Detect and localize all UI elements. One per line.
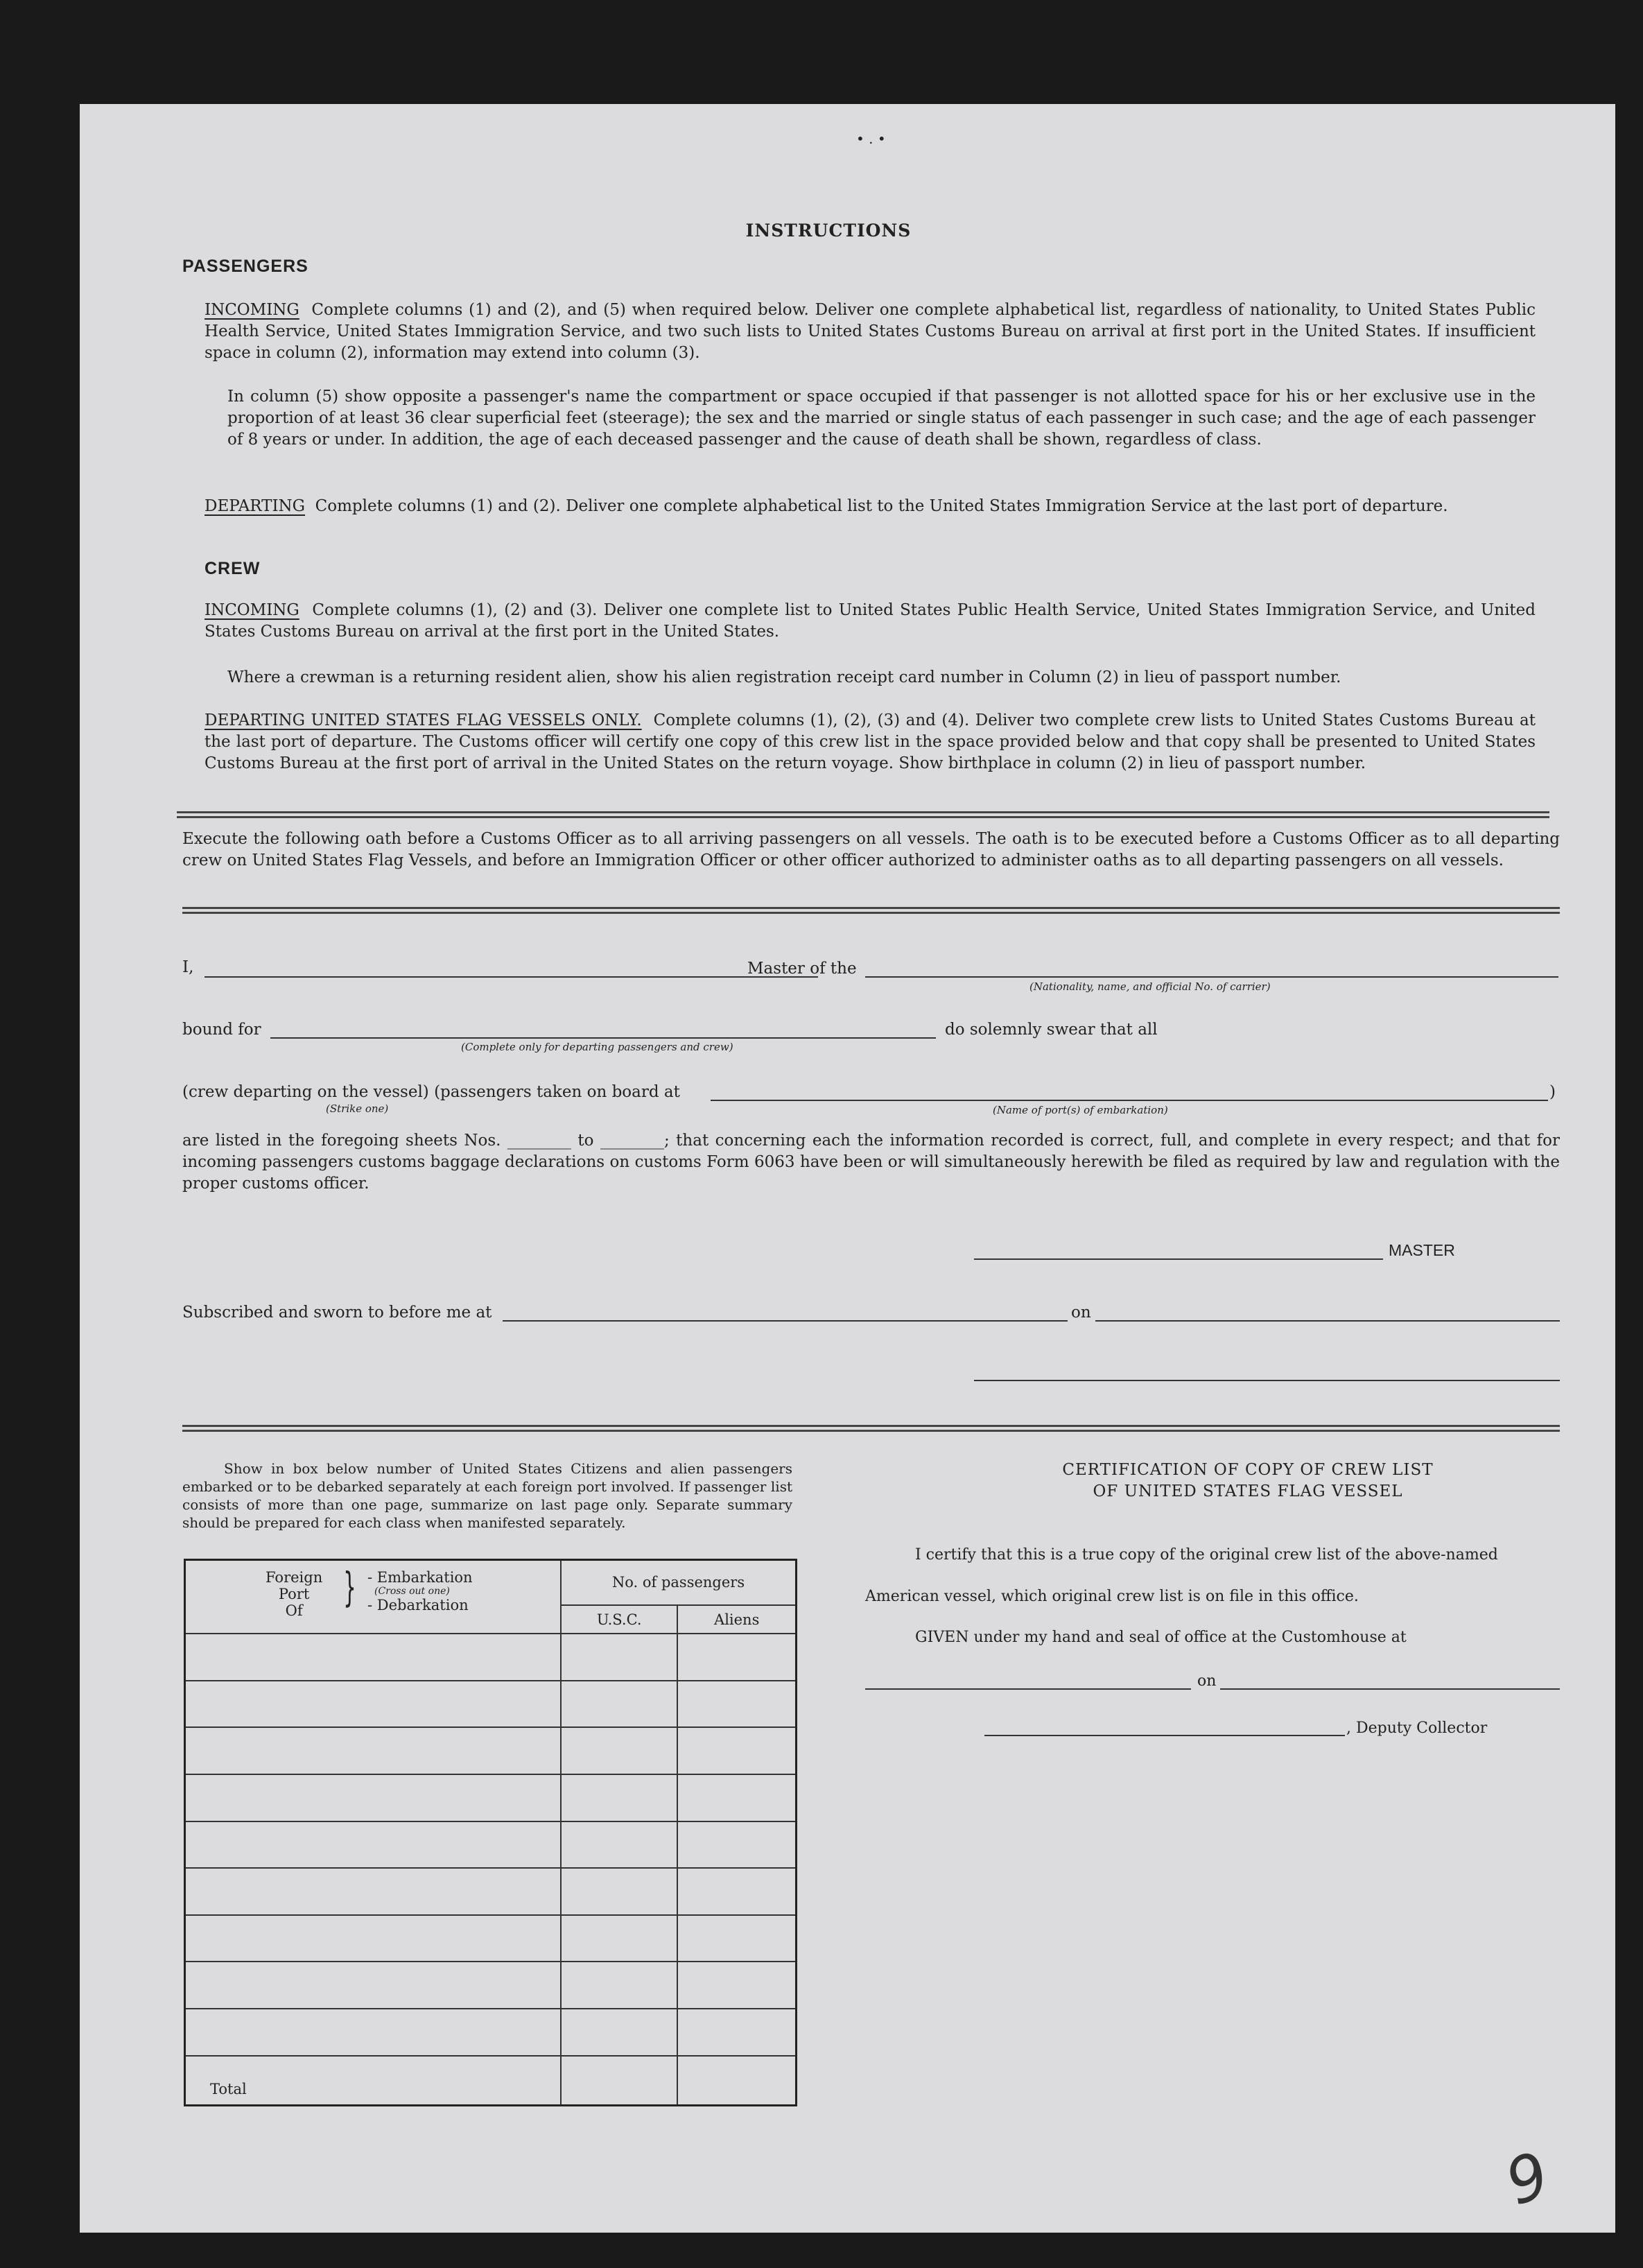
usc-header: U.S.C. xyxy=(561,1605,677,1634)
divider xyxy=(182,907,1560,909)
divider xyxy=(177,816,1549,818)
total-label: Total xyxy=(210,2081,247,2097)
usc-cell[interactable] xyxy=(561,1962,677,2009)
passengers-col5-text: In column (5) show opposite a passenger's name the compartment or space occupied if that passenger is not allotted space for his or her exclusive use in the proportion of at least 36 clear superficial feet (steerage); the sex and the married or single status of each passenger in such case; and the age of each passenger of 8 years or under. In addition, the age of each deceased passenger and the cause of death shall be shown, regardless of class. xyxy=(227,388,1536,449)
customhouse-place-field[interactable] xyxy=(865,1688,1191,1690)
usc-cell[interactable] xyxy=(561,1681,677,1728)
crew-departing-text: Complete columns (1), (2), (3) and (4). Deliver two complete crew lists to United States Customs Bureau at the last port of departure. The Customs officer will certify one copy of this crew list in the space provided below and that copy shall be presented to United States Customs Bureau at the first port of arrival in the United States on the return voyage. Show birthplace in column (2) in lieu of passport number. xyxy=(205,711,1536,772)
aliens-cell[interactable] xyxy=(677,1634,796,1681)
usc-total-cell[interactable] xyxy=(561,2056,677,2106)
foreign-port-of: Foreign Port Of xyxy=(266,1569,323,1619)
passengers-incoming-text: Complete columns (1) and (2), and (5) when required below. Deliver one complete alphabetical list, regardless of nationality, to United States Public Health Service, United States Immigration Service, and two such lists to United States Customs Bureau on arrival at first port in the United States. If insufficient space in column (2), information may extend into column (3). xyxy=(205,301,1536,362)
oath-i: I, xyxy=(182,958,194,976)
given-text: GIVEN under my hand and seal of office at the Customhouse at xyxy=(915,1629,1407,1646)
master-label: MASTER xyxy=(1389,1241,1455,1259)
bound-for-label: bound for xyxy=(182,1021,261,1039)
oath-intro: Execute the following oath before a Customs Officer as to all arriving passengers on all vessels. The oath is to be executed before a Customs Officer as to all departing crew on United States Flag Vessels, and before an Immigration Officer or other officer authorized to administer oaths as to all departing passengers on all vessels. xyxy=(182,830,1560,869)
passengers-departing-label: DEPARTING xyxy=(205,497,306,515)
aliens-cell[interactable] xyxy=(677,1915,796,1962)
cross-out-caption: (Cross out one) xyxy=(374,1586,450,1597)
aliens-cell[interactable] xyxy=(677,1681,796,1728)
sworn-date-field[interactable] xyxy=(1095,1320,1560,1322)
sworn-place-field[interactable] xyxy=(503,1320,1068,1322)
embark-debark-options xyxy=(367,1569,473,1613)
port-cell[interactable] xyxy=(185,1634,562,1681)
master-of-the-label: Master of the xyxy=(747,960,857,978)
swear-text: do solemnly swear that all xyxy=(945,1021,1158,1039)
cert-date-field[interactable] xyxy=(1220,1688,1560,1690)
carrier-field[interactable] xyxy=(865,976,1558,978)
ports-caption: (Name of port(s) of embarkation) xyxy=(993,1104,1168,1116)
brace-icon: } xyxy=(343,1564,356,1611)
certification-title: CERTIFICATION OF COPY OF CREW LIST OF UNITED STATES FLAG VESSEL xyxy=(1062,1461,1434,1500)
page-title: INSTRUCTIONS xyxy=(745,220,912,241)
passengers-heading: PASSENGERS xyxy=(182,257,308,276)
aliens-cell[interactable] xyxy=(677,1727,796,1774)
subscribed-text: Subscribed and sworn to before me at xyxy=(182,1304,492,1322)
aliens-cell[interactable] xyxy=(677,1774,796,1821)
master-name-field[interactable] xyxy=(205,976,818,978)
handwritten-page-number: 9 xyxy=(1496,2138,1559,2220)
embarkation-option[interactable]: - Embarkation xyxy=(367,1569,473,1586)
aliens-cell[interactable] xyxy=(677,1868,796,1915)
passengers-incoming-label: INCOMING xyxy=(205,301,299,319)
usc-cell[interactable] xyxy=(561,1821,677,1869)
sworn-on-label: on xyxy=(1071,1304,1091,1322)
bound-for-field[interactable] xyxy=(270,1037,936,1039)
usc-cell[interactable] xyxy=(561,1774,677,1821)
master-signature-field[interactable] xyxy=(974,1258,1383,1260)
certify-line2: American vessel, which original crew list is on file in this office. xyxy=(865,1588,1359,1605)
crew-departing-label: DEPARTING UNITED STATES FLAG VESSELS ONLY. xyxy=(205,711,642,729)
oath-listed-text: are listed in the foregoing sheets Nos. ________ to ________; that concerning each the information recorded is correct, full, and complete in every respect; and that for incoming passengers customs baggage declarations on customs Form 6063 have been or will simultaneously herewith be filed as required by law and regulation with the proper customs officer. xyxy=(182,1132,1560,1193)
deputy-collector-signature-field[interactable] xyxy=(984,1735,1345,1736)
passenger-summary-table xyxy=(184,1559,797,2106)
divider xyxy=(177,811,1549,813)
port-cell[interactable] xyxy=(185,1868,562,1915)
close-paren: ) xyxy=(1549,1083,1556,1101)
port-cell[interactable] xyxy=(185,1821,562,1869)
crew-resident-text: Where a crewman is a returning resident alien, show his alien registration receipt card number in Column (2) in lieu of passport number. xyxy=(227,668,1341,686)
strike-one-caption: (Strike one) xyxy=(326,1102,389,1115)
certify-line1: I certify that this is a true copy of the original crew list of the above-named xyxy=(915,1546,1498,1564)
usc-cell[interactable] xyxy=(561,2009,677,2056)
crew-incoming-text: Complete columns (1), (2) and (3). Deliver one complete list to United States Public Health Service, United States Immigration Service, and United States Customs Bureau on arrival at the first port in the United States. xyxy=(205,601,1536,641)
debarkation-option[interactable]: - Debarkation xyxy=(367,1597,469,1613)
carrier-caption: (Nationality, name, and official No. of carrier) xyxy=(1029,980,1271,993)
crew-incoming-label: INCOMING xyxy=(205,601,299,619)
aliens-cell[interactable] xyxy=(677,1821,796,1869)
port-cell[interactable] xyxy=(185,1962,562,2009)
usc-cell[interactable] xyxy=(561,1868,677,1915)
deputy-collector-label: , Deputy Collector xyxy=(1346,1720,1488,1737)
total-label-cell xyxy=(185,2056,562,2106)
crew-incoming xyxy=(205,600,1536,643)
crew-passengers-strike: (crew departing on the vessel) (passengers taken on board at xyxy=(182,1083,680,1101)
summary-note: Show in box below number of United States Citizens and alien passengers embarked or to be debarked separately at each foreign port involved. If passenger list consists of more than one page, summarize on last page only. Separate summary should be prepared for each class when manifested separately. xyxy=(182,1460,792,1531)
embarkation-ports-field[interactable] xyxy=(711,1100,1548,1101)
document-sheet xyxy=(80,104,1615,2233)
aliens-total-cell[interactable] xyxy=(677,2056,796,2106)
usc-cell[interactable] xyxy=(561,1915,677,1962)
port-cell[interactable] xyxy=(185,2009,562,2056)
divider xyxy=(182,1430,1560,1432)
aliens-header: Aliens xyxy=(677,1605,796,1634)
punch-dots: • . • xyxy=(856,130,886,147)
no-of-passengers-header: No. of passengers xyxy=(561,1560,797,1605)
port-cell[interactable] xyxy=(185,1915,562,1962)
passengers-incoming xyxy=(205,300,1536,364)
port-cell[interactable] xyxy=(185,1727,562,1774)
bound-for-caption: (Complete only for departing passengers and crew) xyxy=(461,1041,733,1053)
usc-cell[interactable] xyxy=(561,1727,677,1774)
usc-cell[interactable] xyxy=(561,1634,677,1681)
aliens-cell[interactable] xyxy=(677,2009,796,2056)
cert-on-label: on xyxy=(1197,1672,1217,1690)
port-header-cell xyxy=(185,1560,562,1634)
crew-departing xyxy=(205,710,1536,774)
officer-signature-field[interactable] xyxy=(974,1380,1560,1381)
port-cell[interactable] xyxy=(185,1774,562,1821)
divider xyxy=(182,912,1560,914)
port-cell[interactable] xyxy=(185,1681,562,1728)
crew-heading: CREW xyxy=(205,559,261,578)
aliens-cell[interactable] xyxy=(677,1962,796,2009)
passengers-departing xyxy=(205,496,1536,517)
divider xyxy=(182,1425,1560,1427)
passengers-departing-text: Complete columns (1) and (2). Deliver one complete alphabetical list to the United States Immigration Service at the last port of departure. xyxy=(315,497,1448,515)
